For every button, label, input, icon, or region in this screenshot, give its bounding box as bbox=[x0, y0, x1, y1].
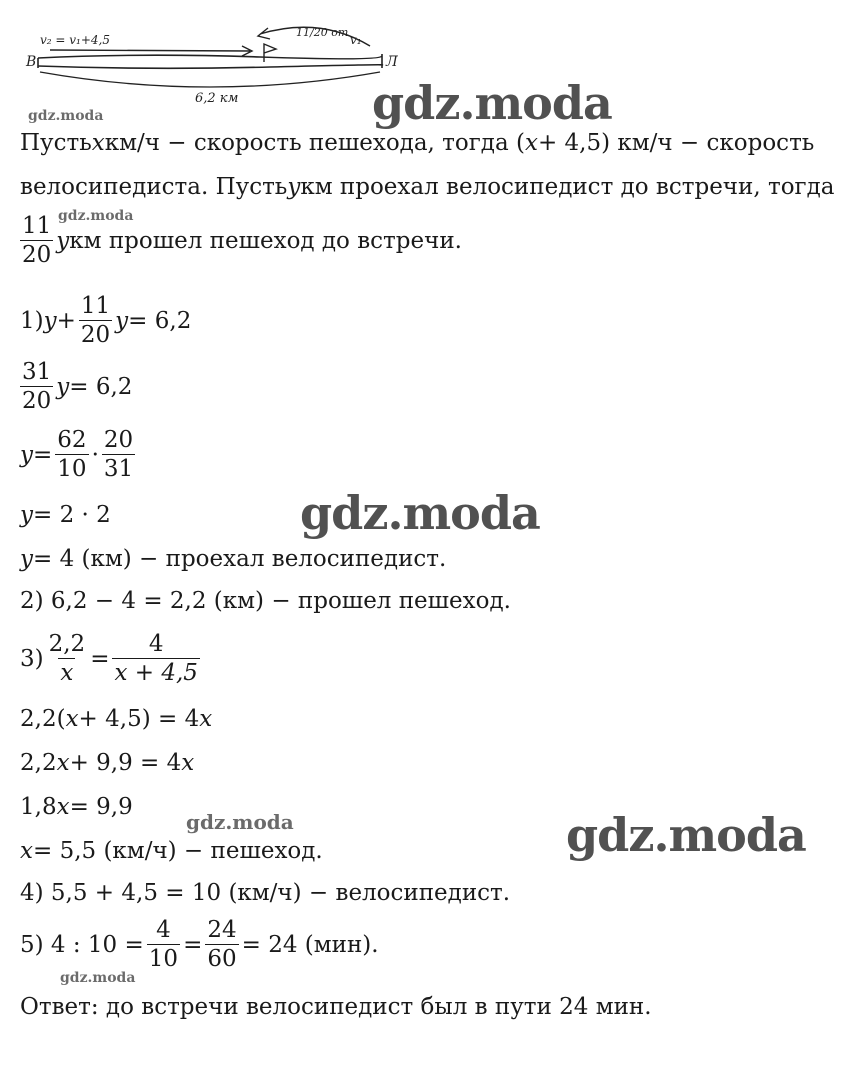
meeting-flag bbox=[264, 44, 276, 62]
watermark: gdz.moda bbox=[372, 76, 612, 130]
step-5: 5) 4 : 10 = $\frac{4}{10}$ = $\frac{24}{60}$ = 24 (мин). bbox=[20, 917, 379, 973]
problem-sketch bbox=[20, 6, 400, 110]
sketch-time-fraction: 11/20 от bbox=[296, 26, 349, 39]
step-4: 4) 5,5 + 4,5 = 10 (км/ч) − велосипедист. bbox=[20, 880, 511, 906]
fraction: $\frac{2,2}{x}$ bbox=[48, 631, 86, 687]
watermark: gdz.moda bbox=[186, 810, 294, 834]
step-3-line-2: 2,2( x + 4,5) = 4 x bbox=[20, 706, 213, 732]
step-1-line-4: y = 2 · 2 bbox=[20, 502, 111, 528]
step-2: 2) 6,2 − 4 = 2,2 (км) − прошел пешеход. bbox=[20, 588, 511, 614]
route-line-bottom bbox=[38, 65, 383, 69]
sketch-right-label: Л bbox=[386, 54, 398, 70]
step-3-line-3: 2,2 x + 9,9 = 4 x bbox=[20, 750, 195, 776]
step-3-result: x = 5,5 (км/ч) − пешеход. bbox=[20, 838, 323, 864]
watermark: gdz.moda bbox=[566, 808, 806, 862]
fraction: $\frac{62}{10}$ bbox=[57, 427, 87, 483]
fraction: $\frac{4}{x + 4,5}$ bbox=[114, 631, 198, 687]
watermark: gdz.moda bbox=[60, 970, 136, 986]
sketch-pedestrian-speed: v₁ bbox=[350, 33, 362, 47]
fraction: $\frac{11}{20}$ bbox=[22, 213, 52, 269]
sketch-distance: 6,2 км bbox=[195, 91, 239, 106]
watermark: gdz.moda bbox=[300, 486, 540, 540]
intro-line-2: велосипедиста. Пусть y км проехал велосипедист до встречи, тогда bbox=[20, 174, 835, 200]
step-1-equation: 1) y + $\frac{11}{20}$ y = 6,2 bbox=[20, 293, 192, 349]
route-line-top bbox=[38, 55, 382, 59]
step-1-result: y = 4 (км) − проехал велосипедист. bbox=[20, 546, 447, 572]
fraction: $\frac{11}{20}$ bbox=[80, 293, 111, 349]
intro-line-1: Пусть x км/ч − скорость пешехода, тогда ( x + 4,5) км/ч − скорость bbox=[20, 130, 815, 156]
step-3-line-4: 1,8 x = 9,9 bbox=[20, 794, 133, 820]
fraction: $\frac{4}{10}$ bbox=[148, 917, 179, 973]
watermark: gdz.moda bbox=[58, 208, 134, 224]
watermark: gdz.moda bbox=[28, 108, 104, 124]
answer: Ответ: до встречи велосипедист был в пути 24 мин. bbox=[20, 994, 652, 1020]
distance-brace bbox=[40, 72, 380, 87]
step-3-equation: 3) $\frac{2,2}{x}$ = $\frac{4}{x + 4,5}$ bbox=[20, 631, 198, 687]
intro-line-3: $\frac{11}{20}$ y км прошел пешеход до встречи. bbox=[22, 213, 462, 269]
sketch-left-label: B bbox=[26, 54, 37, 70]
fraction: $\frac{24}{60}$ bbox=[207, 917, 237, 973]
fraction: $\frac{31}{20}$ bbox=[22, 359, 52, 415]
step-1-line-2: $\frac{31}{20}$ y = 6,2 bbox=[22, 359, 133, 415]
sketch-cyclist-speed: v₂ = v₁+4,5 bbox=[40, 33, 111, 47]
step-1-line-3: y = $\frac{62}{10}$ · $\frac{20}{31}$ bbox=[20, 427, 134, 483]
fraction: $\frac{20}{31}$ bbox=[103, 427, 134, 483]
